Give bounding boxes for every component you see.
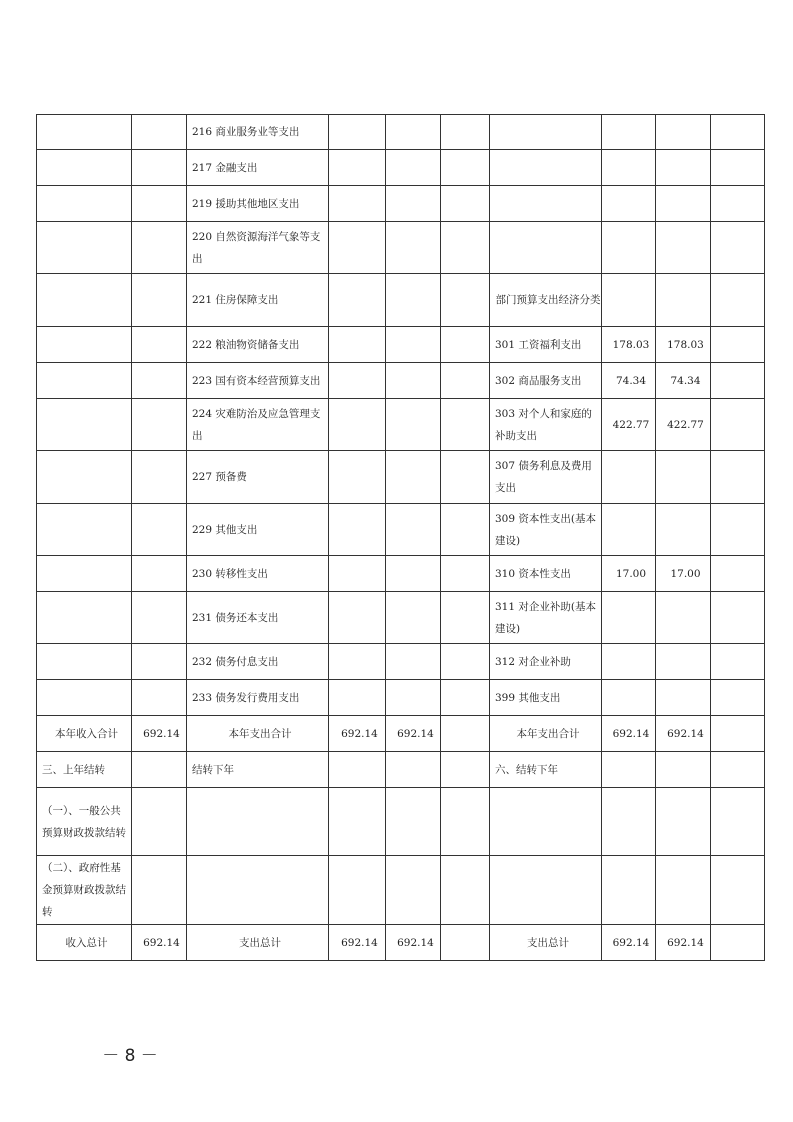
amount-cell — [602, 150, 656, 186]
expense-function-cell: 227 预备费 — [187, 451, 329, 504]
expense-function-cell: 216 商业服务业等支出 — [187, 115, 329, 150]
amount-cell: 692.14 — [329, 925, 386, 961]
amount-cell: 178.03 — [602, 327, 656, 363]
table-row — [37, 274, 765, 327]
table-row — [37, 150, 765, 186]
amount-cell — [656, 222, 711, 274]
amount-cell — [656, 150, 711, 186]
year-expense-total-label: 本年支出合计 — [490, 716, 602, 752]
economic-class-cell — [490, 222, 602, 274]
amount-cell: 17.00 — [656, 556, 711, 592]
economic-class-cell — [490, 186, 602, 222]
expense-function-cell: 230 转移性支出 — [187, 556, 329, 592]
table-row — [37, 327, 765, 363]
carry-next-year-label: 六、结转下年 — [490, 752, 602, 788]
amount-cell — [602, 222, 656, 274]
carry-item-label: （二）、政府性基金预算财政拨款结转 — [37, 856, 132, 925]
amount-cell: 692.14 — [602, 925, 656, 961]
amount-cell — [656, 680, 711, 716]
amount-cell: 74.34 — [656, 363, 711, 399]
economic-class-cell: 312 对企业补助 — [490, 644, 602, 680]
table-row — [37, 644, 765, 680]
economic-class-cell: 307 债务利息及费用支出 — [490, 451, 602, 504]
expense-function-cell: 217 金融支出 — [187, 150, 329, 186]
table-row — [37, 592, 765, 644]
table-row — [37, 186, 765, 222]
table-row — [37, 115, 765, 150]
carry-over-row — [37, 752, 765, 788]
amount-cell — [656, 186, 711, 222]
year-total-row — [37, 716, 765, 752]
economic-class-cell: 310 资本性支出 — [490, 556, 602, 592]
carry-item-row — [37, 788, 765, 856]
amount-cell: 74.34 — [602, 363, 656, 399]
expense-function-cell: 219 援助其他地区支出 — [187, 186, 329, 222]
amount-cell: 692.14 — [656, 716, 711, 752]
table-row — [37, 222, 765, 274]
economic-class-cell — [490, 150, 602, 186]
amount-cell — [602, 504, 656, 556]
amount-cell: 692.14 — [602, 716, 656, 752]
carry-next-year-label: 结转下年 — [187, 752, 329, 788]
amount-cell — [656, 504, 711, 556]
amount-cell — [602, 115, 656, 150]
amount-cell — [656, 592, 711, 644]
table-row — [37, 363, 765, 399]
expense-function-cell: 231 债务还本支出 — [187, 592, 329, 644]
expense-function-cell: 224 灾难防治及应急管理支出 — [187, 399, 329, 451]
amount-cell: 178.03 — [656, 327, 711, 363]
grand-total-row — [37, 925, 765, 961]
amount-cell: 422.77 — [602, 399, 656, 451]
carry-item-label: （一）、一般公共预算财政拨款结转 — [37, 788, 132, 856]
economic-class-cell — [490, 115, 602, 150]
expense-function-cell: 222 粮油物资储备支出 — [187, 327, 329, 363]
amount-cell: 17.00 — [602, 556, 656, 592]
carry-item-row — [37, 856, 765, 925]
amount-cell — [602, 274, 656, 327]
expense-grand-total-label: 支出总计 — [490, 925, 602, 961]
amount-cell: 692.14 — [132, 716, 187, 752]
table-row — [37, 399, 765, 451]
carry-over-label: 三、上年结转 — [37, 752, 132, 788]
expense-function-cell: 232 债务付息支出 — [187, 644, 329, 680]
amount-cell: 422.77 — [656, 399, 711, 451]
amount-cell — [602, 186, 656, 222]
expense-function-cell: 221 住房保障支出 — [187, 274, 329, 327]
table-row — [37, 680, 765, 716]
amount-cell: 692.14 — [386, 925, 441, 961]
amount-cell — [656, 274, 711, 327]
amount-cell: 692.14 — [656, 925, 711, 961]
table-row — [37, 504, 765, 556]
page-number: － 8 － — [102, 1046, 158, 1066]
expense-function-cell: 223 国有资本经营预算支出 — [187, 363, 329, 399]
amount-cell — [656, 115, 711, 150]
expense-grand-total-label: 支出总计 — [187, 925, 329, 961]
amount-cell — [602, 592, 656, 644]
amount-cell — [656, 451, 711, 504]
amount-cell: 692.14 — [386, 716, 441, 752]
year-expense-total-label: 本年支出合计 — [187, 716, 329, 752]
amount-cell — [602, 451, 656, 504]
budget-table — [36, 114, 765, 961]
economic-class-cell: 309 资本性支出(基本建设) — [490, 504, 602, 556]
amount-cell: 692.14 — [132, 925, 187, 961]
amount-cell — [656, 644, 711, 680]
table-row — [37, 451, 765, 504]
amount-cell — [602, 644, 656, 680]
amount-cell: 692.14 — [329, 716, 386, 752]
economic-class-cell: 399 其他支出 — [490, 680, 602, 716]
economic-class-cell: 303 对个人和家庭的补助支出 — [490, 399, 602, 451]
economic-class-cell: 302 商品服务支出 — [490, 363, 602, 399]
amount-cell — [602, 680, 656, 716]
year-income-total-label: 本年收入合计 — [37, 716, 132, 752]
expense-function-cell: 220 自然资源海洋气象等支出 — [187, 222, 329, 274]
expense-function-cell: 233 债务发行费用支出 — [187, 680, 329, 716]
economic-class-cell: 301 工资福利支出 — [490, 327, 602, 363]
table-row — [37, 556, 765, 592]
income-grand-total-label: 收入总计 — [37, 925, 132, 961]
economic-class-header-cell: 部门预算支出经济分类 — [490, 274, 602, 327]
economic-class-cell: 311 对企业补助(基本建设) — [490, 592, 602, 644]
expense-function-cell: 229 其他支出 — [187, 504, 329, 556]
